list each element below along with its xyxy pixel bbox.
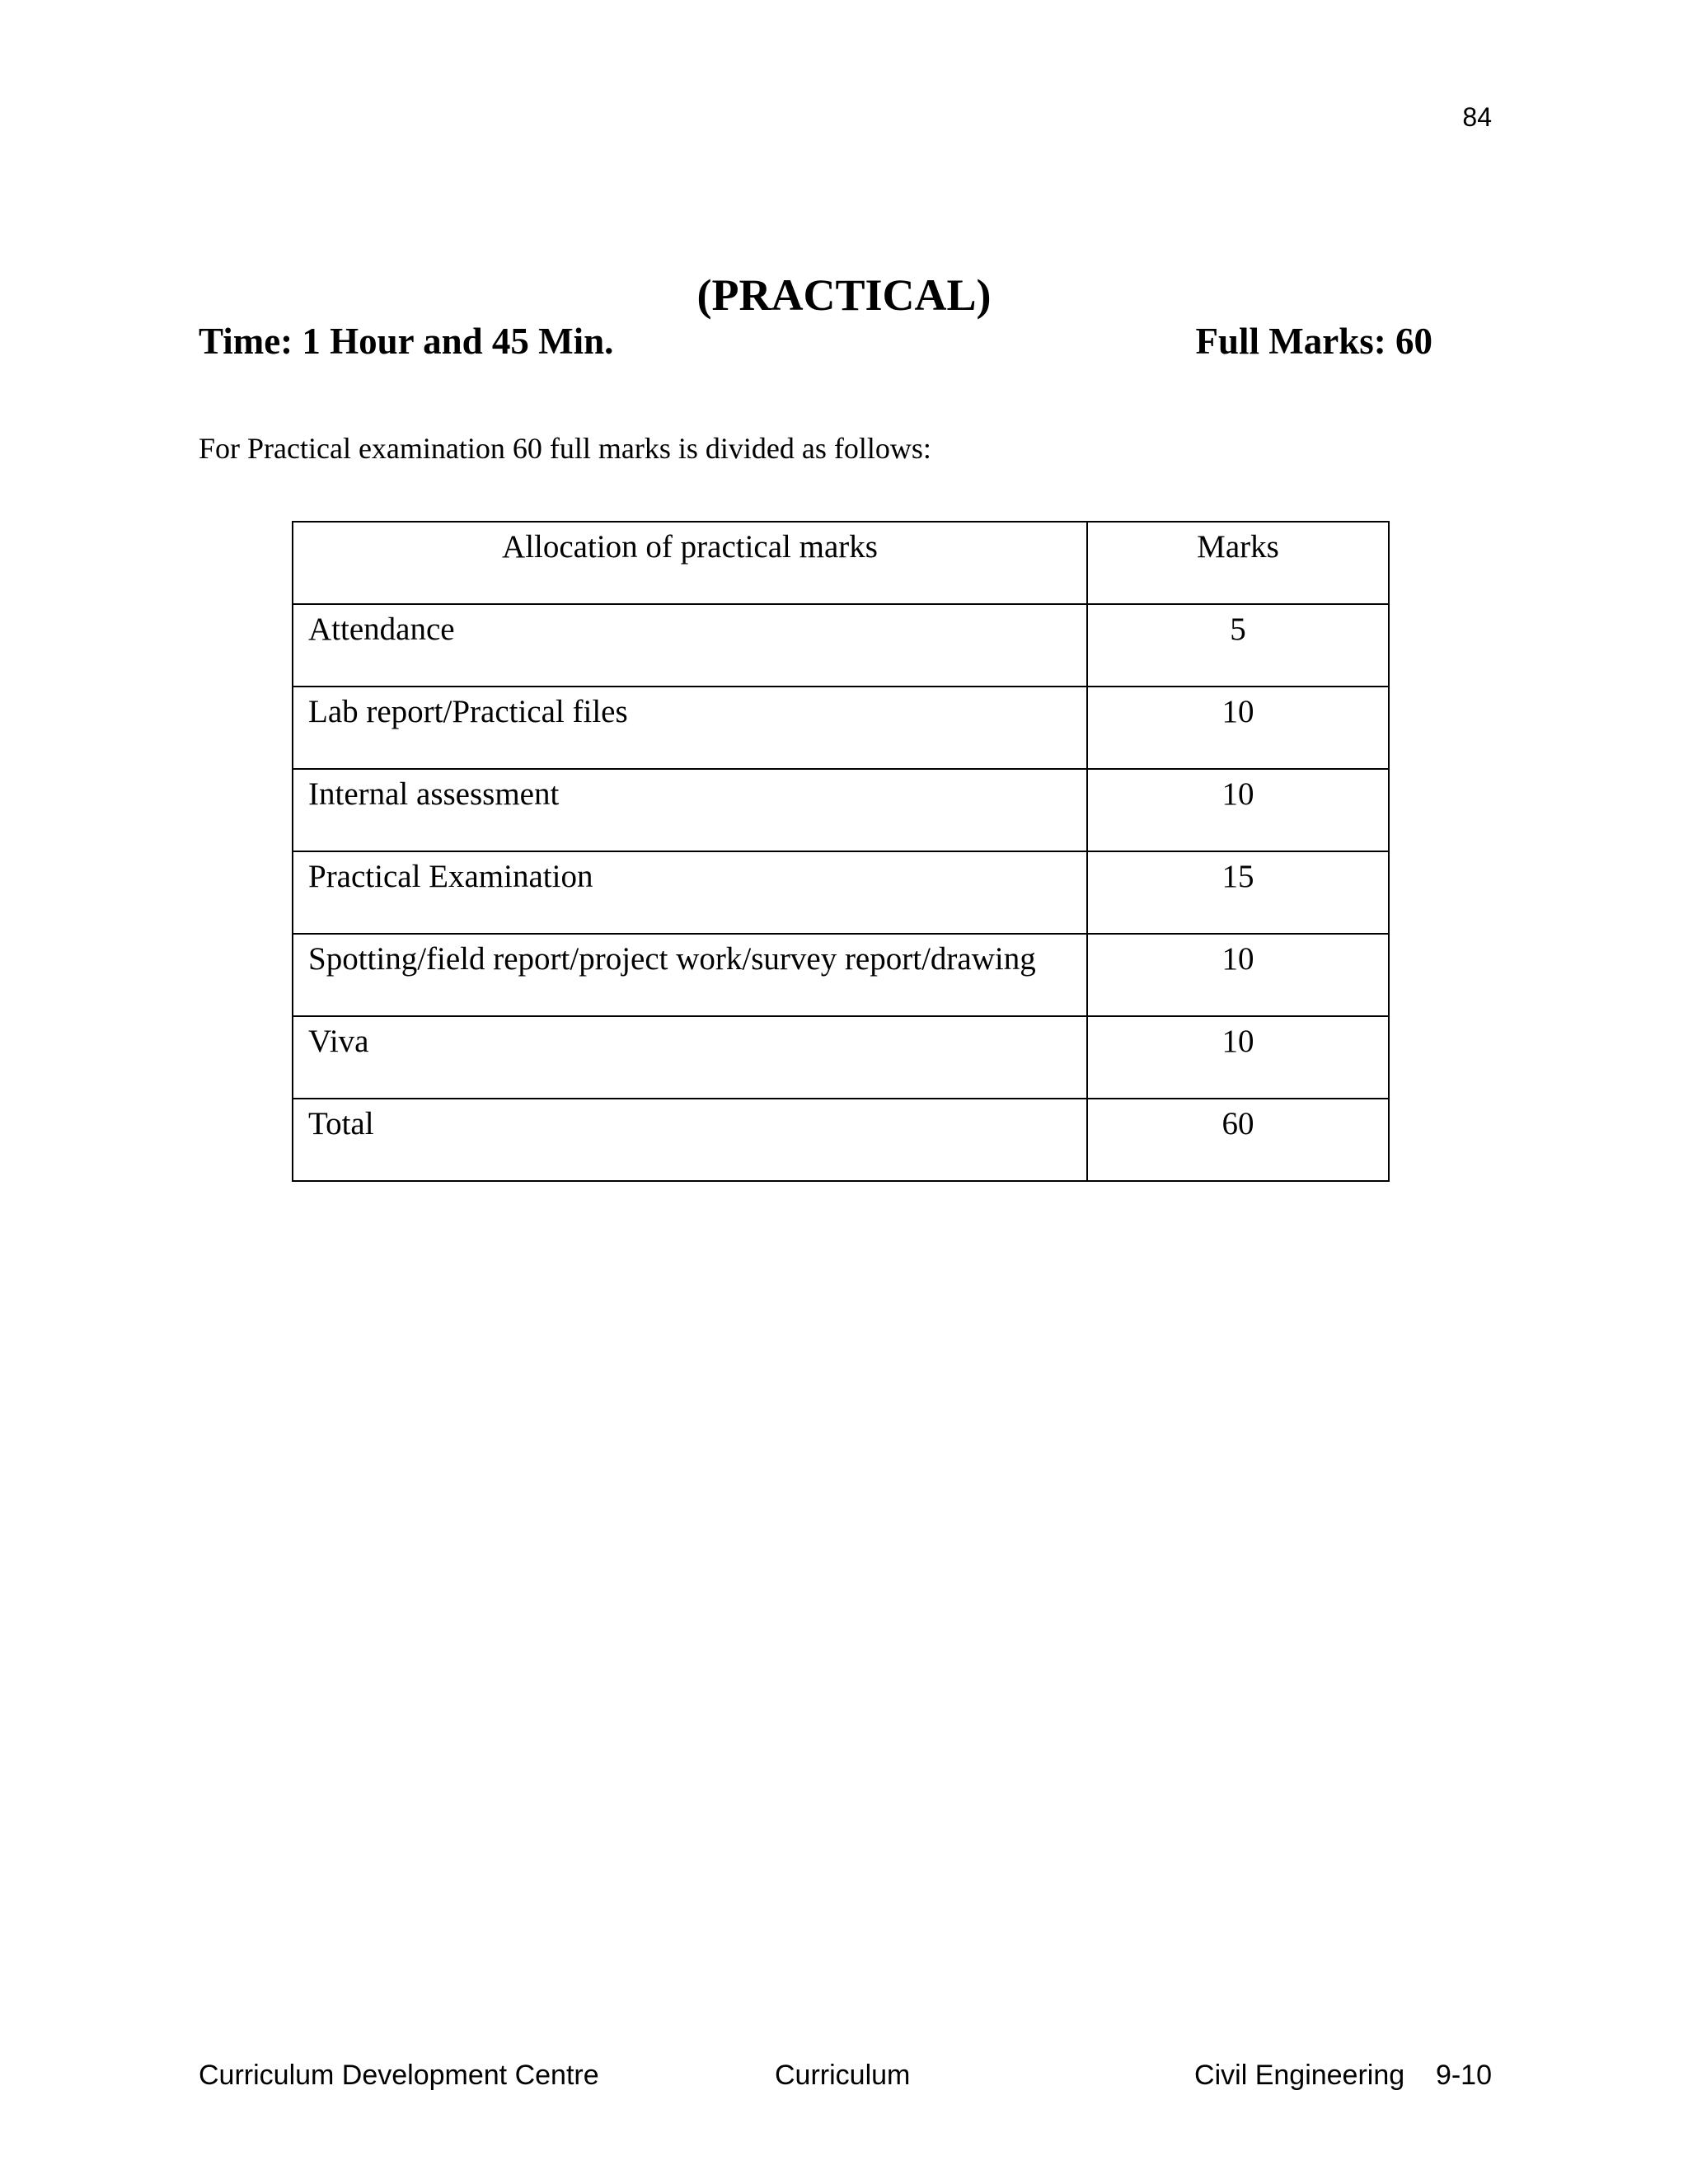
row-marks-value: 10 — [1087, 1016, 1389, 1099]
table-row — [293, 934, 1389, 1016]
table-header-row — [293, 522, 1389, 604]
row-item-label: Total — [293, 1099, 1087, 1181]
row-marks-value: 15 — [1087, 851, 1389, 934]
row-item-label: Internal assessment — [293, 769, 1087, 851]
row-item-label: Lab report/Practical files — [293, 687, 1087, 769]
footer-document-type: Curriculum — [775, 2060, 911, 2091]
row-marks-value: 10 — [1087, 769, 1389, 851]
footer-organization: Curriculum Development Centre — [199, 2060, 599, 2091]
row-item-label: Attendance — [293, 604, 1087, 687]
exam-time: Time: 1 Hour and 45 Min. — [199, 321, 614, 362]
row-marks-value: 10 — [1087, 687, 1389, 769]
table-row — [293, 1016, 1389, 1099]
footer-subject-grade: Civil Engineering 9-10 — [1194, 2060, 1492, 2091]
table-row — [293, 604, 1389, 687]
page-number: 84 — [1462, 102, 1492, 132]
section-heading: (PRACTICAL) — [696, 270, 992, 320]
column-header-allocation: Allocation of practical marks — [293, 522, 1087, 604]
row-item-label: Viva — [293, 1016, 1087, 1099]
column-header-marks: Marks — [1087, 522, 1389, 604]
row-marks-value: 60 — [1087, 1099, 1389, 1181]
table-row-total — [293, 1099, 1389, 1181]
row-marks-value: 10 — [1087, 934, 1389, 1016]
row-item-label: Spotting/field report/project work/survey report/drawing — [293, 934, 1087, 1016]
row-item-label: Practical Examination — [293, 851, 1087, 934]
exam-full-marks: Full Marks: 60 — [1195, 321, 1432, 362]
table-row — [293, 687, 1389, 769]
table-row — [293, 851, 1389, 934]
table-row — [293, 769, 1389, 851]
row-marks-value: 5 — [1087, 604, 1389, 687]
marks-allocation-table — [292, 521, 1390, 1182]
intro-text: For Practical examination 60 full marks is divided as follows: — [199, 432, 931, 465]
